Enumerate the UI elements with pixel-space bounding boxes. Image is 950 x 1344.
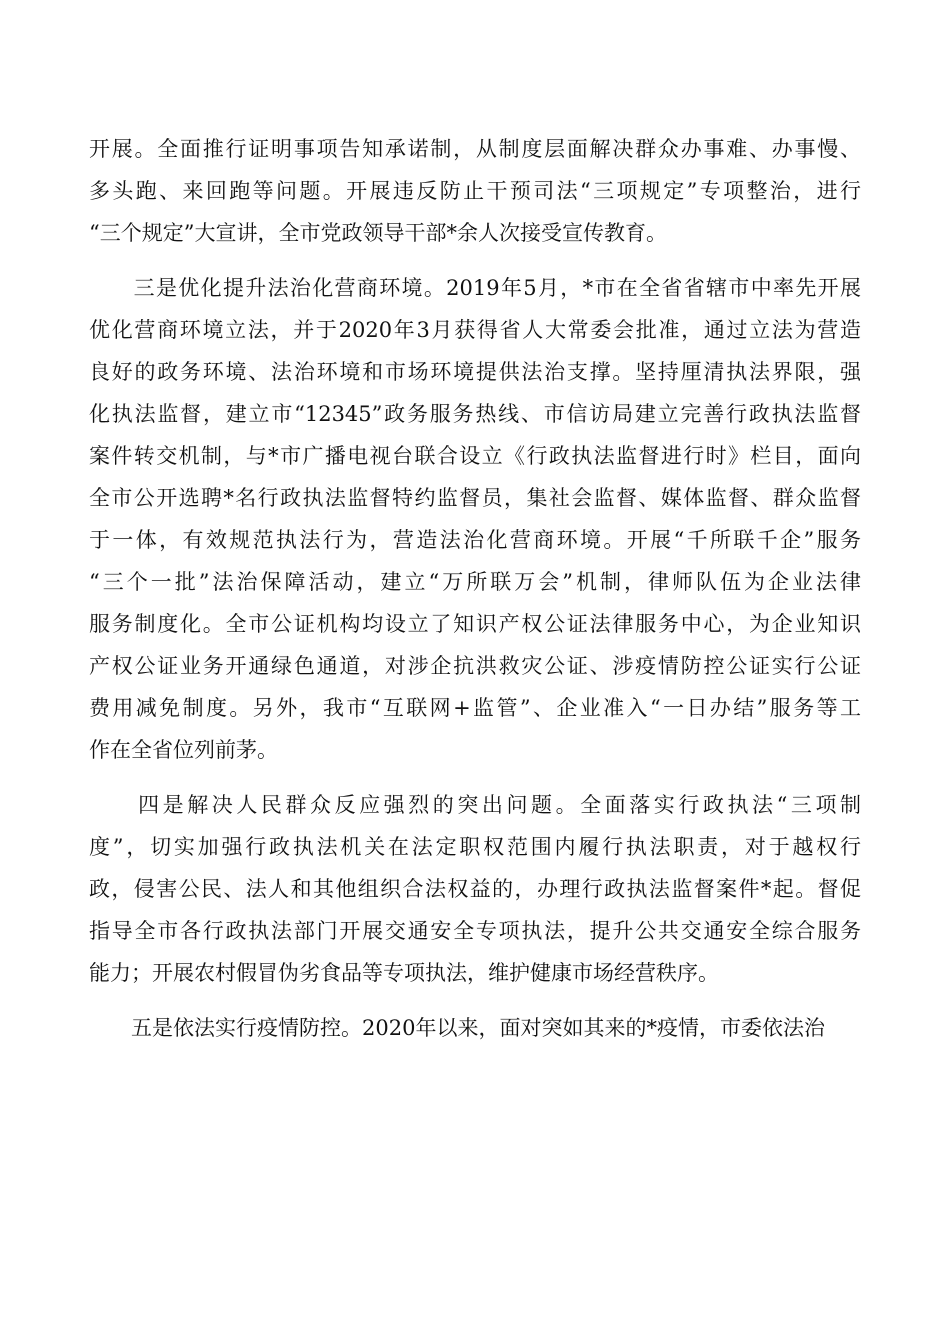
- paragraph-line: 良好的政务环境、法治环境和市场环境提供法治支撑。坚持厘清执法界限，强: [89, 360, 861, 384]
- paragraph: [89, 267, 861, 771]
- paragraph-line: “三个一批”法治保障活动，建立“万所联万会”机制，律师队伍为企业法律: [89, 570, 861, 594]
- paragraph: [89, 784, 861, 994]
- paragraph-line: 服务制度化。全市公证机构均设立了知识产权公证法律服务中心，为企业知识: [89, 612, 861, 636]
- paragraph-line: 度”，切实加强行政执法机关在法定职权范围内履行执法职责，对于越权行: [89, 835, 861, 859]
- paragraph-line: 政，侵害公民、法人和其他组织合法权益的，办理行政执法监督案件*起。督促: [89, 877, 861, 901]
- paragraph-line: “三个规定”大宣讲，全市党政领导干部*余人次接受宣传教育。: [89, 221, 667, 245]
- paragraph-line: 三是优化提升法治化营商环境。2019年5月，*市在全省省辖市中率先开展: [89, 276, 861, 300]
- paragraph-line: 指导全市各行政执法部门开展交通安全专项执法，提升公共交通安全综合服务: [89, 919, 861, 943]
- document-body: [89, 128, 861, 1049]
- paragraph-line: 多头跑、来回跑等问题。开展违反防止干预司法“三项规定”专项整治，进行: [89, 179, 861, 203]
- paragraph-line: 案件转交机制，与*市广播电视台联合设立《行政执法监督进行时》栏目，面向: [89, 444, 861, 468]
- paragraph-line: 作在全省位列前茅。: [89, 738, 278, 762]
- paragraph-line: 五是依法实行疫情防控。2020年以来，面对突如其来的*疫情，市委依法治: [89, 1016, 825, 1040]
- paragraph-line: 费用减免制度。另外，我市“互联网+监管”、企业准入“一日办结”服务等工: [89, 696, 861, 720]
- paragraph-line: 化执法监督，建立市“12345”政务服务热线、市信访局建立完善行政执法监督: [89, 402, 861, 426]
- paragraph-line: 于一体，有效规范执法行为，营造法治化营商环境。开展“千所联千企”服务: [89, 528, 861, 552]
- paragraph-line: 优化营商环境立法，并于2020年3月获得省人大常委会批准，通过立法为营造: [89, 318, 861, 342]
- paragraph: [89, 1007, 861, 1049]
- paragraph-line: 产权公证业务开通绿色通道，对涉企抗洪救灾公证、涉疫情防控公证实行公证: [89, 654, 861, 678]
- paragraph-line: 开展。全面推行证明事项告知承诺制，从制度层面解决群众办事难、办事慢、: [89, 137, 861, 161]
- paragraph-line: 全市公开选聘*名行政执法监督特约监督员，集社会监督、媒体监督、群众监督: [89, 486, 861, 510]
- paragraph-line: 能力；开展农村假冒伪劣食品等专项执法，维护健康市场经营秩序。: [89, 961, 719, 985]
- paragraph-line: 四是解决人民群众反应强烈的突出问题。全面落实行政执法“三项制: [89, 793, 861, 817]
- paragraph: [89, 128, 861, 254]
